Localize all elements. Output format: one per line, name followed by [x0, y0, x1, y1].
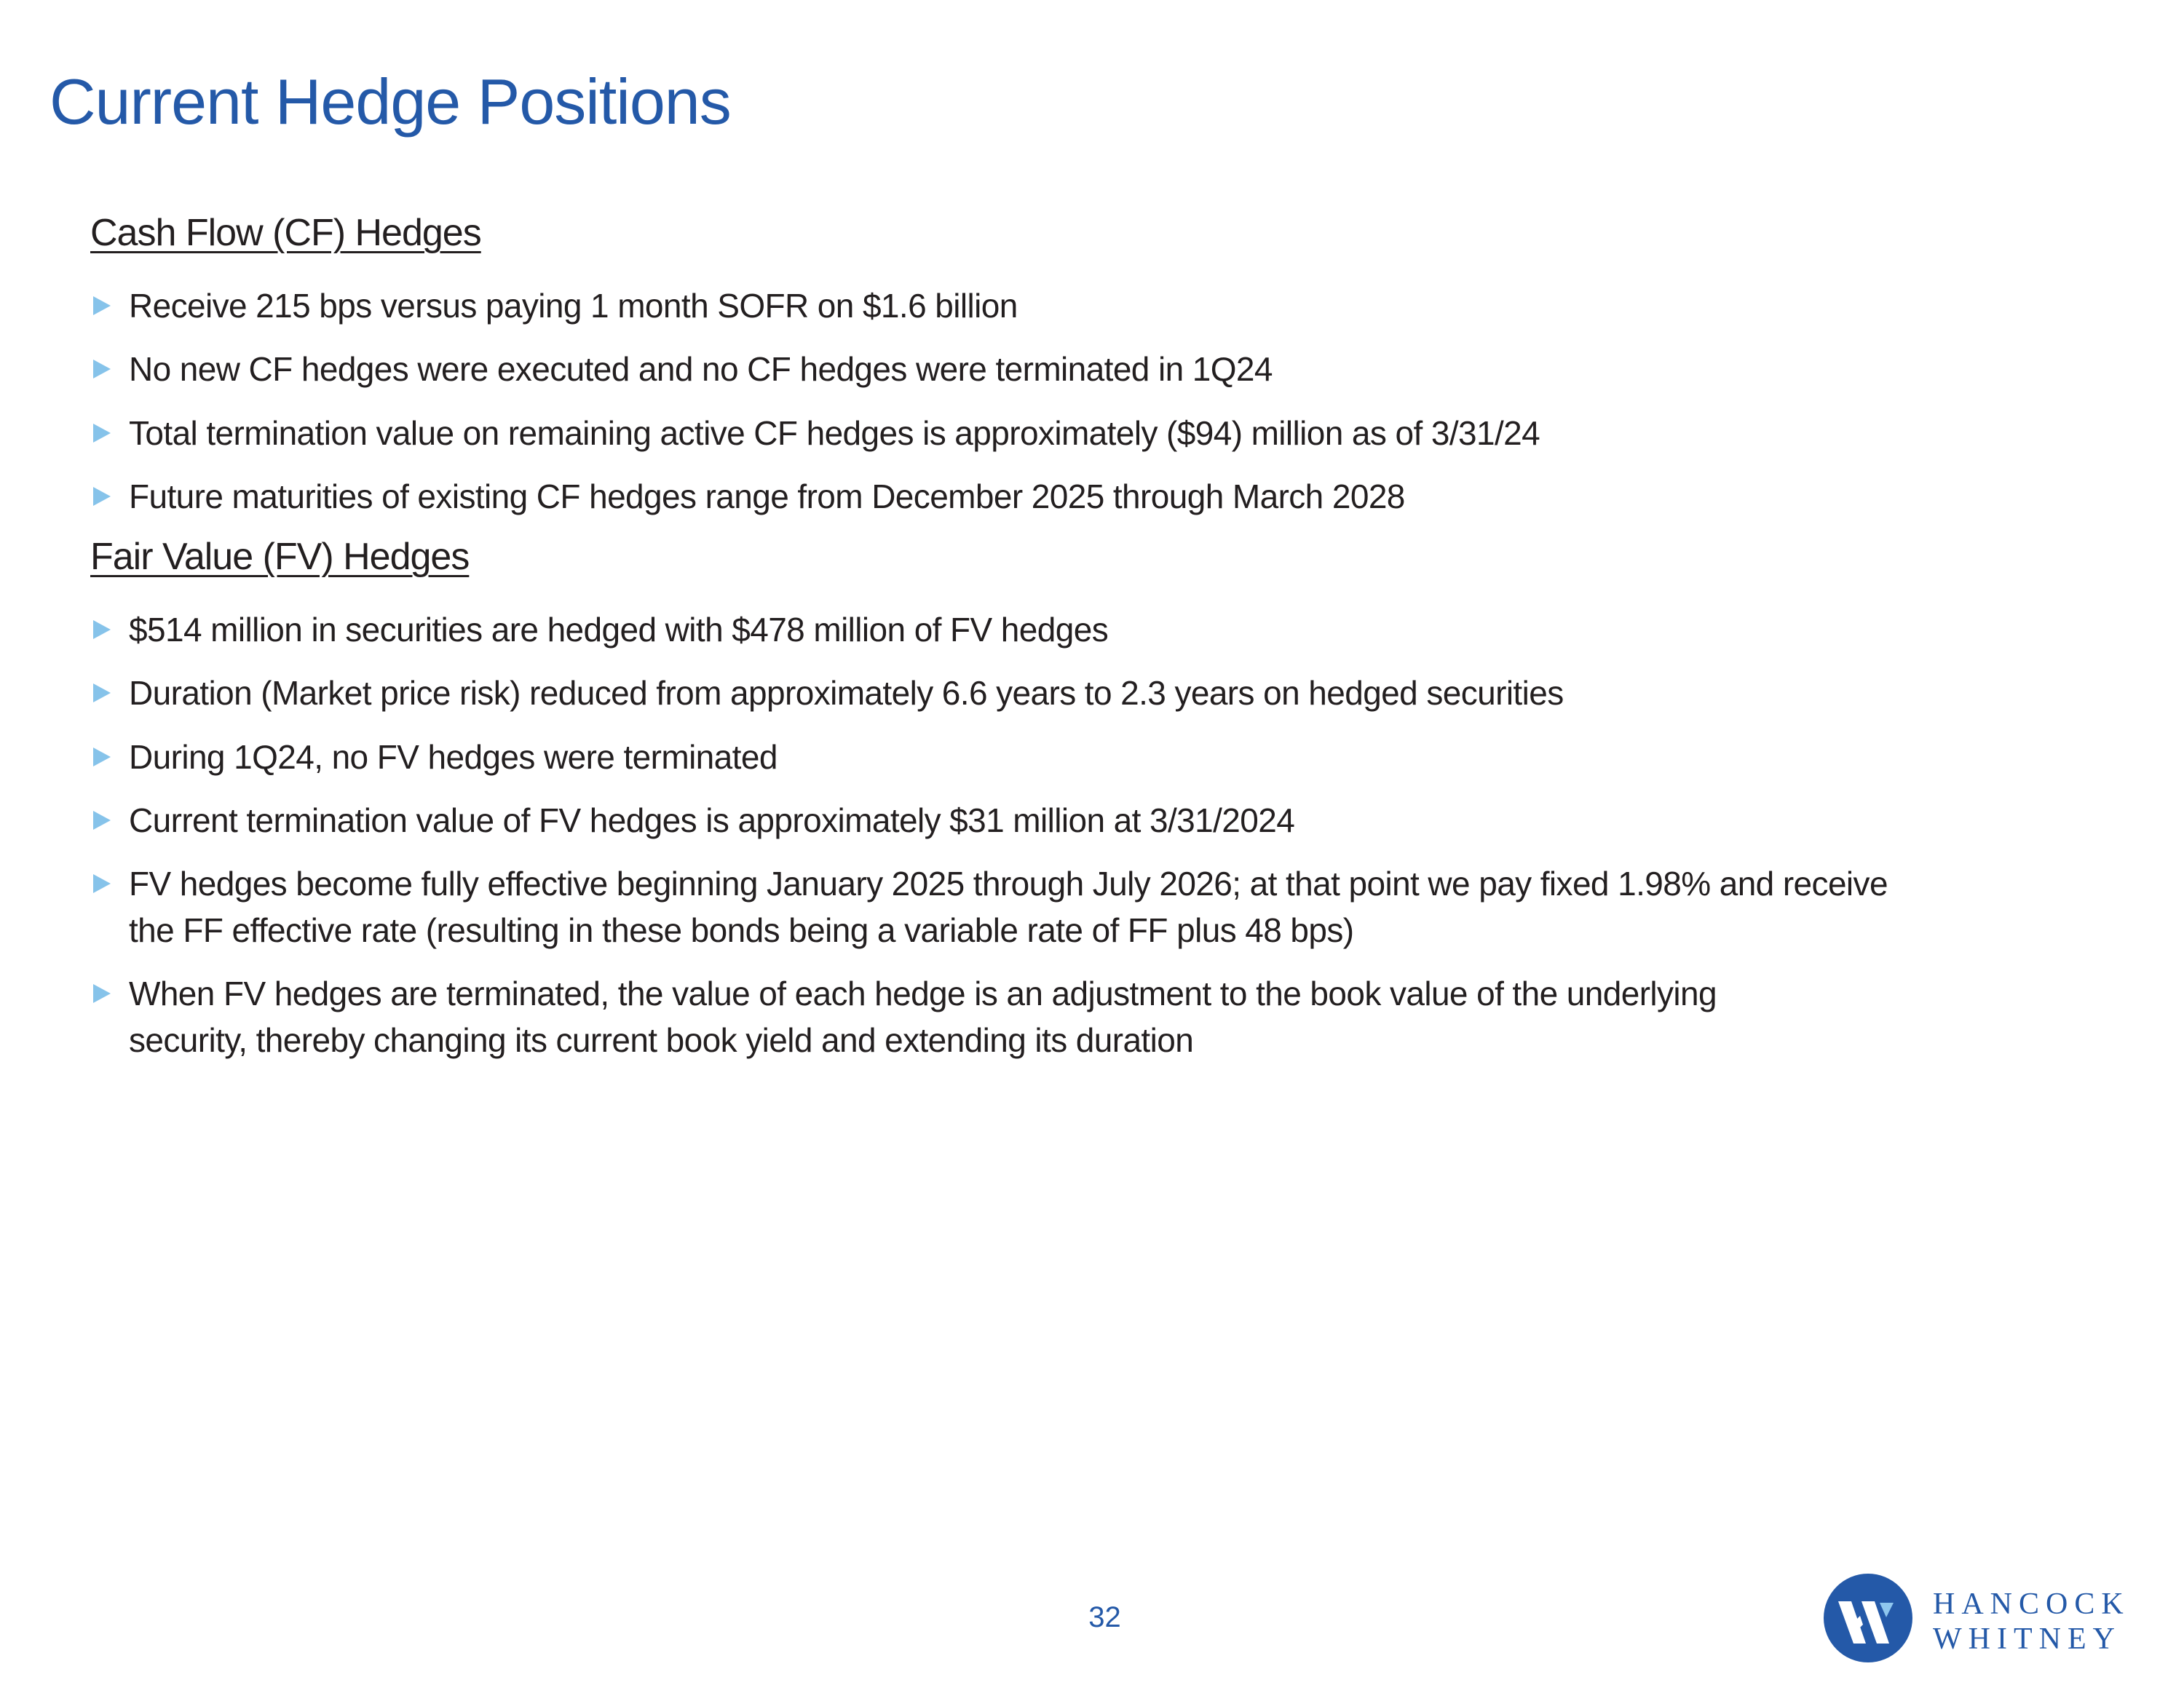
page-title: Current Hedge Positions [50, 66, 731, 138]
company-wordmark: HANCOCK WHITNEY [1933, 1587, 2130, 1656]
company-logo [1824, 1574, 2166, 1668]
section-heading-cash-flow: Cash Flow (CF) Hedges [90, 212, 481, 254]
list-item: Future maturities of existing CF hedges range from December 2025 through March 2028 [93, 473, 1913, 520]
list-item: Current termination value of FV hedges is approximately $31 million at 3/31/2024 [93, 797, 1913, 844]
list-item: $514 million in securities are hedged with $478 million of FV hedges [93, 606, 1913, 653]
bullet-triangle-icon [93, 811, 111, 830]
bullet-triangle-icon [93, 984, 111, 1003]
bullet-triangle-icon [93, 487, 111, 506]
list-item: Total termination value on remaining active CF hedges is approximately ($94) million as of 3/31/24 [93, 410, 1913, 456]
page-number: 32 [1088, 1601, 1121, 1633]
bullet-triangle-icon [93, 748, 111, 766]
bullet-triangle-icon [93, 424, 111, 443]
list-item: Duration (Market price risk) reduced from approximately 6.6 years to 2.3 years on hedged securities [93, 670, 1913, 716]
list-item: When FV hedges are terminated, the value of each hedge is an adjustment to the book value of the underlying security, thereby changing its current book yield and extending its duration [93, 970, 1768, 1063]
list-item: FV hedges become fully effective beginning January 2025 through July 2026; at that point we pay fixed 1.98% and receive the FF effective rate (resulting in these bonds being a variable rate of FF plus 48 bps) [93, 860, 1899, 953]
bullet-triangle-icon [93, 874, 111, 893]
bullet-triangle-icon [93, 296, 111, 315]
bullet-triangle-icon [93, 360, 111, 378]
bullet-triangle-icon [93, 620, 111, 639]
list-item: During 1Q24, no FV hedges were terminated [93, 734, 1913, 780]
list-item: Receive 215 bps versus paying 1 month SOFR on $1.6 billion [93, 282, 1913, 329]
hw-monogram-icon [1824, 1574, 1912, 1662]
bullet-triangle-icon [93, 683, 111, 702]
list-item: No new CF hedges were executed and no CF hedges were terminated in 1Q24 [93, 346, 1913, 392]
section-heading-fair-value: Fair Value (FV) Hedges [90, 536, 470, 578]
